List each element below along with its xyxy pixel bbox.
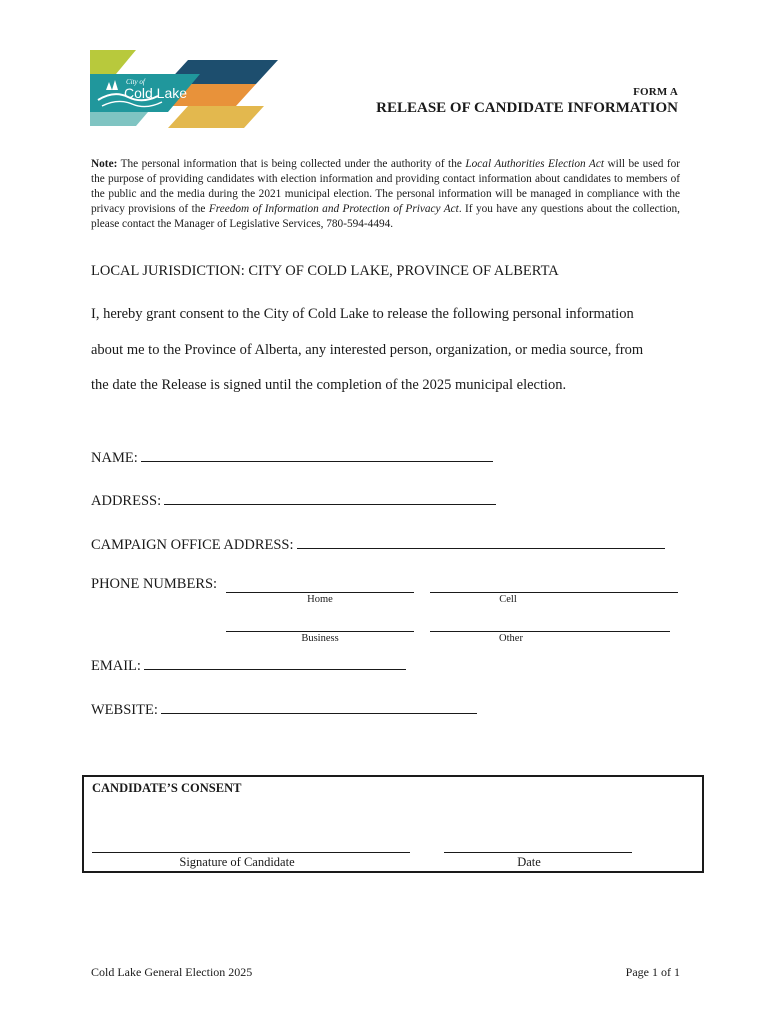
consent-line-2: about me to the Province of Alberta, any interested person, organization, or media source, from [91, 342, 644, 358]
email-field-row [91, 655, 406, 675]
logo-small-text: City of [126, 78, 145, 86]
phone-cell-line[interactable] [430, 591, 678, 593]
name-input-line[interactable] [141, 447, 493, 462]
candidate-consent-box [82, 775, 704, 873]
note-part2: will be used for the purpose of providing candidates with election information and providing contact information about candidates to members of the public and the media during the 2021 municipal election. The personal information will be managed in compliance with the privacy provisions of the [91, 158, 681, 215]
phone-other-line[interactable] [430, 630, 670, 632]
address-field-row [91, 490, 496, 510]
logo-name-text: Cold Lake [124, 85, 188, 101]
website-field-row [91, 699, 477, 719]
date-line[interactable] [444, 851, 632, 853]
campaign-office-input-line[interactable] [297, 534, 665, 549]
name-field-row [91, 447, 493, 467]
website-input-line[interactable] [161, 699, 477, 714]
consent-line-3: the date the Release is signed until the completion of the 2025 municipal election. [91, 377, 567, 393]
campaign-office-field-row [91, 534, 665, 554]
phone-cell-label: Cell [499, 594, 517, 605]
campaign-office-label: CAMPAIGN OFFICE ADDRESS: [91, 537, 294, 553]
phone-business-label: Business [301, 633, 339, 644]
jurisdiction-heading: LOCAL JURISDICTION: CITY OF COLD LAKE, PROVINCE OF ALBERTA [91, 263, 559, 279]
website-label: WEBSITE: [91, 702, 158, 718]
date-label: Date [517, 855, 541, 869]
signature-line[interactable] [92, 851, 410, 853]
name-label: NAME: [91, 450, 138, 466]
phone-business-line[interactable] [226, 630, 414, 632]
phone-home-label: Home [307, 594, 333, 605]
phone-other-label: Other [499, 633, 523, 644]
phone-numbers-label: PHONE NUMBERS: [91, 576, 218, 592]
note-part3: . If you have any questions about the collection, please contact the Manager of Legislative Services, 780-594-4494. [91, 203, 680, 230]
candidate-consent-title: CANDIDATE’S CONSENT [92, 781, 242, 795]
privacy-note [91, 157, 680, 232]
email-input-line[interactable] [144, 655, 406, 670]
footer-page-number: Page 1 of 1 [625, 965, 680, 979]
note-label: Note: [91, 158, 118, 170]
footer-election-name: Cold Lake General Election 2025 [91, 965, 253, 979]
form-title: RELEASE OF CANDIDATE INFORMATION [376, 100, 678, 116]
note-part1: The personal information that is being collected under the authority of the [117, 158, 466, 170]
email-label: EMAIL: [91, 658, 141, 674]
address-input-line[interactable] [164, 490, 496, 505]
cold-lake-logo-icon [88, 50, 280, 128]
city-logo [88, 50, 280, 128]
consent-line-1: I, hereby grant consent to the City of Cold Lake to release the following personal information [91, 306, 634, 322]
form-label: FORM A [633, 86, 678, 98]
signature-label: Signature of Candidate [179, 855, 295, 869]
address-label: ADDRESS: [91, 493, 162, 509]
note-act1: Local Authorities Election Act [465, 158, 604, 170]
phone-home-line[interactable] [226, 591, 414, 593]
note-act2: Freedom of Information and Protection of Privacy Act [208, 203, 459, 215]
